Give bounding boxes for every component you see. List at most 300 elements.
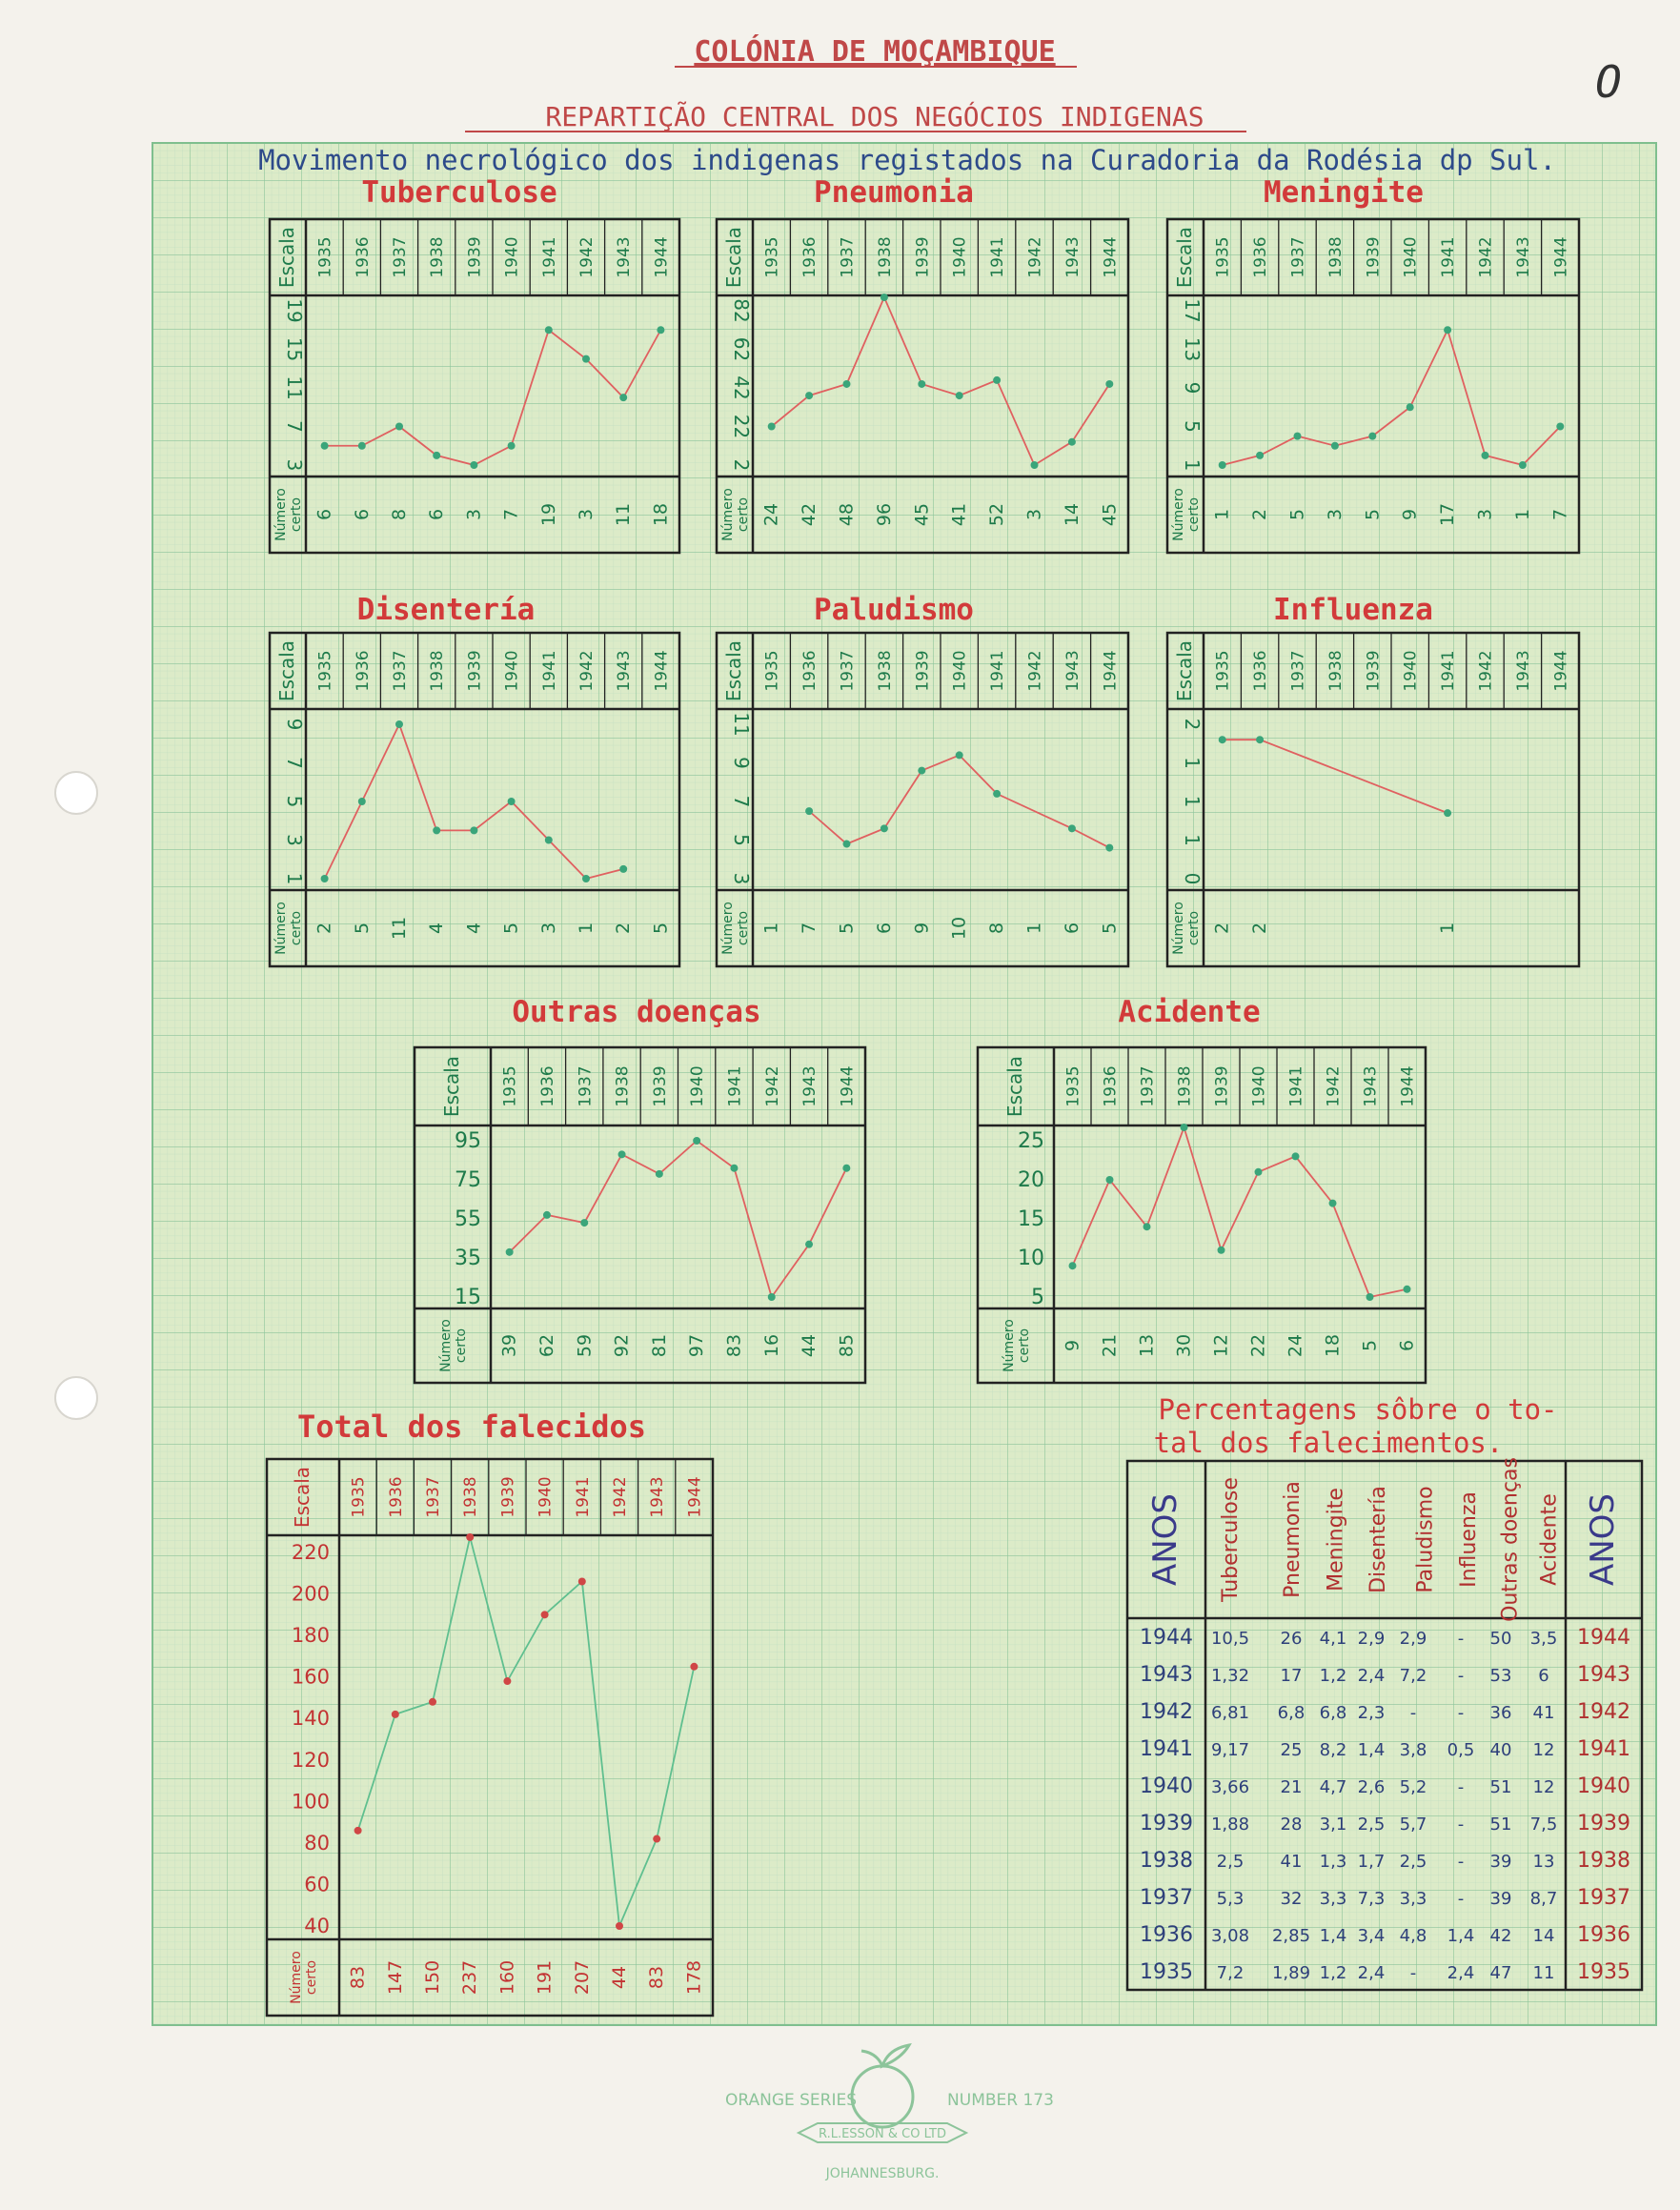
count-value: 5 (1362, 508, 1384, 521)
table-cell: 39 (1489, 1889, 1512, 1909)
scale-tick: 1 (1181, 834, 1204, 846)
data-point (358, 442, 366, 450)
table-cell: 3,1 (1319, 1815, 1347, 1835)
table-cell: 2,3 (1357, 1703, 1386, 1723)
count-value: 8 (389, 508, 410, 521)
data-point (657, 326, 664, 334)
scale-label: Escala (1003, 1055, 1026, 1118)
year-label: 1936 (353, 236, 373, 278)
data-point (993, 376, 1001, 384)
data-point (1256, 736, 1264, 743)
table-cell: 5,2 (1399, 1777, 1427, 1797)
table-year-left: 1937 (1140, 1886, 1193, 1910)
data-point (545, 326, 553, 334)
scale-tick: 55 (455, 1207, 481, 1231)
year-label: 1938 (1326, 650, 1346, 692)
year-label: 1942 (1476, 650, 1496, 692)
data-point (470, 461, 477, 469)
year-label: 1935 (315, 650, 335, 692)
table-cell: 1,4 (1319, 1926, 1347, 1946)
table-year-right: 1936 (1577, 1923, 1630, 1947)
year-label: 1941 (539, 236, 559, 278)
scale-tick: 82 (730, 298, 753, 323)
data-point (1031, 461, 1039, 469)
data-point (1219, 461, 1226, 469)
table-cell: 6,8 (1277, 1703, 1306, 1723)
scale-tick: 1 (1181, 458, 1204, 472)
count-value: 30 (1173, 1333, 1195, 1358)
table-year-right: 1942 (1577, 1700, 1630, 1724)
year-label: 1935 (1213, 236, 1233, 278)
scale-label: Escala (1173, 639, 1196, 702)
year-label: 1939 (498, 1476, 518, 1518)
data-point (842, 1165, 850, 1172)
scale-tick: 140 (291, 1707, 330, 1731)
paper-series: ORANGE SERIES (724, 2091, 858, 2110)
scale-tick: 15 (1018, 1207, 1044, 1231)
scale-tick: 17 (1181, 298, 1204, 323)
svg-text:Número: Número (289, 1951, 304, 2004)
data-point (918, 380, 925, 388)
count-value: 150 (422, 1959, 443, 1996)
scale-tick: 40 (304, 1915, 330, 1937)
count-value: 44 (799, 1333, 820, 1358)
table-cell: 26 (1280, 1629, 1303, 1649)
data-point (768, 423, 776, 431)
scale-tick: 13 (1181, 336, 1204, 362)
year-label: 1937 (1288, 236, 1308, 278)
table-cell: 1,89 (1271, 1963, 1311, 1983)
page-subtitle: Movimento necrológico dos indigenas registados na Curadoria da Rodésia dp Sul. (258, 144, 1556, 176)
table-cell: - (1457, 1703, 1465, 1723)
year-label: 1937 (838, 236, 858, 278)
scale-tick: 120 (291, 1748, 330, 1772)
scale-tick: 5 (730, 834, 753, 846)
year-label: 1937 (838, 650, 858, 692)
table-cell: 3,8 (1399, 1740, 1427, 1760)
scale-tick: 15 (283, 336, 306, 362)
table-cell: 5,3 (1216, 1889, 1245, 1909)
scale-tick: 11 (283, 375, 306, 400)
data-point (321, 442, 329, 450)
count-value: 6 (1396, 1339, 1418, 1352)
count-value: 5 (836, 922, 858, 935)
table-year-left: 1943 (1140, 1663, 1193, 1687)
punch-hole (55, 1377, 97, 1419)
count-value: 160 (496, 1959, 518, 1996)
table-cell: 2,9 (1357, 1629, 1386, 1649)
year-label: 1940 (950, 236, 970, 278)
table-cell: 5,7 (1399, 1815, 1427, 1835)
data-point (395, 720, 403, 728)
data-point (1144, 1223, 1151, 1230)
paper-city: JOHANNESBURG. (825, 2166, 940, 2181)
year-label: 1943 (1513, 236, 1533, 278)
department-heading: REPARTIÇÃO CENTRAL DOS NEGÓCIOS INDIGENAS (545, 101, 1204, 132)
corner-mark: O (1595, 56, 1622, 108)
count-value: 3 (1023, 508, 1045, 521)
scale-tick: 95 (455, 1129, 481, 1153)
data-point (395, 423, 403, 431)
scale-tick: 62 (730, 336, 753, 362)
scale-label: Escala (722, 226, 745, 289)
count-value: 4 (463, 922, 485, 935)
table-cell: 7,3 (1357, 1889, 1386, 1909)
chart-title: Meningite (1264, 175, 1424, 210)
scale-label: Escala (722, 639, 745, 702)
scale-tick: 180 (291, 1624, 330, 1648)
table-cell: - (1409, 1963, 1417, 1983)
table-cell: 8,2 (1319, 1740, 1347, 1760)
year-label: 1941 (539, 650, 559, 692)
svg-text:Número: Número (273, 902, 289, 955)
data-point (880, 294, 888, 301)
year-label: 1941 (1439, 650, 1459, 692)
table-cell: 32 (1280, 1889, 1303, 1909)
table-cell: 6,81 (1210, 1703, 1250, 1723)
scale-tick: 9 (730, 757, 753, 769)
year-label: 1942 (577, 236, 597, 278)
table-cell: 3,5 (1529, 1629, 1558, 1649)
count-value: 24 (1285, 1333, 1306, 1358)
chart-title: Tuberculose (361, 175, 557, 210)
year-label: 1944 (652, 650, 672, 692)
table-cell: 17 (1280, 1666, 1303, 1686)
scale-tick: 7 (730, 795, 753, 808)
data-point (880, 824, 888, 832)
count-value: 1 (1437, 922, 1459, 935)
count-value: 13 (1136, 1333, 1158, 1358)
table-cell: 12 (1532, 1740, 1555, 1760)
count-value: 2 (1249, 508, 1271, 521)
year-label: 1939 (913, 236, 933, 278)
year-label: 1942 (577, 650, 597, 692)
data-point (1519, 461, 1527, 469)
scale-label: Escala (275, 226, 298, 289)
data-point (1219, 736, 1226, 743)
table-year-left: 1944 (1140, 1626, 1193, 1650)
year-label: 1939 (1212, 1065, 1232, 1107)
data-point (1444, 326, 1451, 334)
data-point (503, 1677, 511, 1685)
data-point (693, 1137, 700, 1145)
year-label: 1938 (1326, 236, 1346, 278)
year-label: 1935 (1063, 1065, 1083, 1107)
count-value: 83 (723, 1333, 745, 1358)
table-cell: - (1457, 1852, 1465, 1872)
svg-text:certo: certo (304, 1959, 319, 1996)
table-cell: 0,5 (1447, 1740, 1475, 1760)
paper-maker: R.L.ESSON & CO LTD (819, 2127, 946, 2141)
table-cell: 11 (1532, 1963, 1555, 1983)
scale-tick: 11 (730, 712, 753, 737)
count-value: 1 (760, 922, 782, 935)
table-cell: 36 (1489, 1703, 1512, 1723)
data-point (1294, 433, 1302, 440)
data-point (470, 826, 477, 834)
year-label: 1937 (391, 236, 410, 278)
year-label: 1943 (800, 1065, 820, 1107)
count-value: 3 (576, 508, 597, 521)
data-point (656, 1170, 663, 1178)
svg-text:Número: Número (438, 1319, 454, 1372)
count-value: 81 (648, 1333, 670, 1358)
svg-text:Número: Número (1002, 1319, 1017, 1372)
count-value: 4 (426, 922, 448, 935)
data-point (956, 751, 963, 759)
table-cell: 2,5 (1399, 1852, 1427, 1872)
data-point (1256, 452, 1264, 459)
year-label: 1940 (1249, 1065, 1269, 1107)
data-point (1069, 1262, 1077, 1269)
scale-label: Escala (1173, 226, 1196, 289)
count-value: 45 (1099, 502, 1121, 527)
year-label: 1936 (800, 650, 820, 692)
data-point (918, 767, 925, 775)
svg-text:certo: certo (1186, 910, 1202, 946)
table-cell: 6,8 (1319, 1703, 1347, 1723)
data-point (653, 1835, 660, 1843)
year-label: 1942 (611, 1476, 630, 1518)
count-value: 6 (314, 508, 335, 521)
table-title-line1: Percentagens sôbre o to- (1158, 1393, 1558, 1426)
year-label: 1936 (386, 1476, 406, 1518)
count-value: 10 (948, 916, 970, 941)
table-cell: 25 (1280, 1740, 1303, 1760)
table-year-left: 1940 (1140, 1774, 1193, 1798)
count-value: 2 (314, 922, 335, 935)
data-point (506, 1248, 514, 1256)
count-value: 85 (836, 1333, 858, 1358)
count-value: 59 (574, 1333, 596, 1358)
table-cell: 21 (1280, 1777, 1303, 1797)
scale-tick: 10 (1018, 1247, 1044, 1270)
scale-tick: 22 (730, 414, 753, 439)
paper-number: NUMBER 173 (947, 2091, 1054, 2110)
year-label: 1938 (1175, 1065, 1195, 1107)
year-label: 1938 (875, 650, 895, 692)
table-year-right: 1943 (1577, 1663, 1630, 1687)
count-value: 8 (986, 922, 1008, 935)
count-value: 6 (426, 508, 448, 521)
table-cell: - (1457, 1815, 1465, 1835)
scale-tick: 75 (455, 1168, 481, 1192)
year-label: 1937 (1288, 650, 1308, 692)
count-value: 19 (537, 502, 559, 527)
data-point (1331, 442, 1339, 450)
svg-text:certo: certo (289, 910, 304, 946)
scale-tick: 5 (283, 795, 306, 808)
count-value: 3 (1474, 508, 1496, 521)
scale-tick: 1 (1181, 757, 1204, 769)
count-value: 207 (571, 1959, 593, 1996)
years-header: ANOS (1146, 1492, 1184, 1587)
count-value: 5 (1359, 1339, 1381, 1352)
chart-title: Influenza (1273, 593, 1433, 627)
svg-text:Número: Número (273, 488, 289, 541)
table-cell: 14 (1532, 1926, 1555, 1946)
table-cell: 4,7 (1319, 1777, 1347, 1797)
year-label: 1944 (1398, 1065, 1418, 1107)
table-cell: 40 (1489, 1740, 1512, 1760)
chart-title: Outras doenças (512, 995, 761, 1029)
table-cell: 51 (1489, 1777, 1512, 1797)
table-cell: 4,8 (1399, 1926, 1427, 1946)
data-point (993, 790, 1001, 798)
table-cell: 41 (1532, 1703, 1555, 1723)
year-label: 1941 (1439, 236, 1459, 278)
svg-text:Número: Número (720, 902, 736, 955)
year-label: 1944 (838, 1065, 858, 1107)
svg-text:Número: Número (1171, 488, 1186, 541)
count-value: 12 (1210, 1333, 1232, 1358)
data-point (541, 1611, 549, 1618)
year-label: 1939 (1364, 236, 1384, 278)
year-label: 1935 (762, 236, 782, 278)
table-year-left: 1942 (1140, 1700, 1193, 1724)
table-cell: 7,2 (1216, 1963, 1245, 1983)
year-label: 1936 (1251, 236, 1271, 278)
data-point (429, 1698, 436, 1706)
table-cell: 2,5 (1216, 1852, 1245, 1872)
scale-tick: 1 (283, 872, 306, 885)
count-value: 11 (389, 916, 410, 941)
scale-tick: 9 (283, 718, 306, 731)
table-cell: 3,3 (1319, 1889, 1347, 1909)
svg-text:certo: certo (289, 497, 304, 533)
table-cell: 1,7 (1357, 1852, 1386, 1872)
scale-tick: 2 (730, 458, 753, 472)
year-label: 1935 (349, 1476, 369, 1518)
table-cell: 6 (1538, 1666, 1549, 1686)
scale-tick: 80 (304, 1831, 330, 1855)
year-label: 1936 (800, 236, 820, 278)
year-label: 1944 (1101, 650, 1121, 692)
year-label: 1940 (502, 236, 522, 278)
year-label: 1943 (615, 236, 635, 278)
table-cell: 1,4 (1447, 1926, 1475, 1946)
chart-title: Total dos falecidos (296, 1409, 647, 1445)
scale-tick: 5 (1031, 1286, 1044, 1309)
year-label: 1936 (1251, 650, 1271, 692)
data-point (1482, 452, 1489, 459)
year-label: 1935 (762, 650, 782, 692)
table-cell: 2,9 (1399, 1629, 1427, 1649)
year-label: 1941 (725, 1065, 745, 1107)
data-point (392, 1711, 399, 1718)
count-value: 9 (911, 922, 933, 935)
count-value: 22 (1247, 1333, 1269, 1358)
table-column-header: Outras doenças (1498, 1457, 1523, 1622)
count-value: 191 (534, 1959, 556, 1996)
table-cell: 1,3 (1319, 1852, 1347, 1872)
data-point (1255, 1168, 1263, 1176)
scale-label: Escala (275, 639, 298, 702)
year-label: 1935 (315, 236, 335, 278)
table-cell: - (1457, 1889, 1465, 1909)
scale-tick: 7 (283, 420, 306, 433)
table-column-header: Influenza (1457, 1491, 1481, 1588)
table-cell: 3,4 (1357, 1926, 1386, 1946)
scale-tick: 42 (730, 375, 753, 400)
data-point (545, 837, 553, 844)
count-value: 9 (1399, 508, 1421, 521)
svg-text:certo: certo (736, 910, 751, 946)
count-value: 16 (760, 1333, 782, 1358)
table-year-right: 1938 (1577, 1849, 1630, 1873)
count-value: 83 (347, 1965, 369, 1990)
count-value: 18 (650, 502, 672, 527)
year-label: 1939 (465, 236, 485, 278)
count-value: 21 (1099, 1333, 1121, 1358)
year-label: 1938 (428, 650, 448, 692)
scale-tick: 1 (1181, 795, 1204, 808)
year-label: 1940 (1401, 236, 1421, 278)
data-point (580, 1219, 588, 1227)
scale-tick: 3 (283, 458, 306, 472)
year-label: 1944 (685, 1476, 705, 1518)
year-label: 1935 (1213, 650, 1233, 692)
data-point (616, 1922, 623, 1930)
year-label: 1936 (537, 1065, 557, 1107)
count-value: 39 (498, 1333, 520, 1358)
table-cell: 3,66 (1210, 1777, 1250, 1797)
data-point (1181, 1124, 1188, 1131)
data-point (618, 1150, 626, 1158)
count-value: 9 (1062, 1339, 1083, 1352)
year-label: 1942 (1025, 236, 1045, 278)
svg-text:certo: certo (736, 497, 751, 533)
year-label: 1940 (688, 1065, 708, 1107)
year-label: 1944 (1551, 650, 1571, 692)
table-cell: 41 (1280, 1852, 1303, 1872)
data-point (1068, 438, 1076, 446)
data-point (1368, 433, 1376, 440)
data-point (466, 1533, 474, 1541)
count-value: 5 (650, 922, 672, 935)
table-cell: 51 (1489, 1815, 1512, 1835)
table-cell: 1,4 (1357, 1740, 1386, 1760)
scale-tick: 35 (455, 1247, 481, 1270)
svg-text:Número: Número (720, 488, 736, 541)
scale-tick: 20 (1018, 1168, 1044, 1192)
year-label: 1937 (391, 650, 410, 692)
scale-tick: 19 (283, 298, 306, 323)
count-value: 62 (536, 1333, 557, 1358)
count-value: 1 (1023, 922, 1045, 935)
table-year-right: 1939 (1577, 1812, 1630, 1835)
table-cell: 28 (1280, 1815, 1303, 1835)
table-cell: 47 (1489, 1963, 1512, 1983)
year-label: 1938 (875, 236, 895, 278)
count-value: 48 (836, 502, 858, 527)
year-label: 1941 (988, 650, 1008, 692)
count-value: 1 (1211, 508, 1233, 521)
table-year-left: 1941 (1140, 1737, 1193, 1761)
chart-title: Acidente (1118, 995, 1261, 1029)
scale-tick: 9 (1181, 381, 1204, 395)
year-label: 1942 (762, 1065, 782, 1107)
table-year-right: 1944 (1577, 1626, 1630, 1650)
count-value: 41 (948, 502, 970, 527)
year-label: 1937 (576, 1065, 596, 1107)
count-value: 5 (1286, 508, 1308, 521)
data-point (956, 392, 963, 399)
count-value: 5 (500, 922, 522, 935)
data-point (805, 807, 813, 815)
count-value: 3 (537, 922, 559, 935)
count-value: 11 (613, 502, 635, 527)
